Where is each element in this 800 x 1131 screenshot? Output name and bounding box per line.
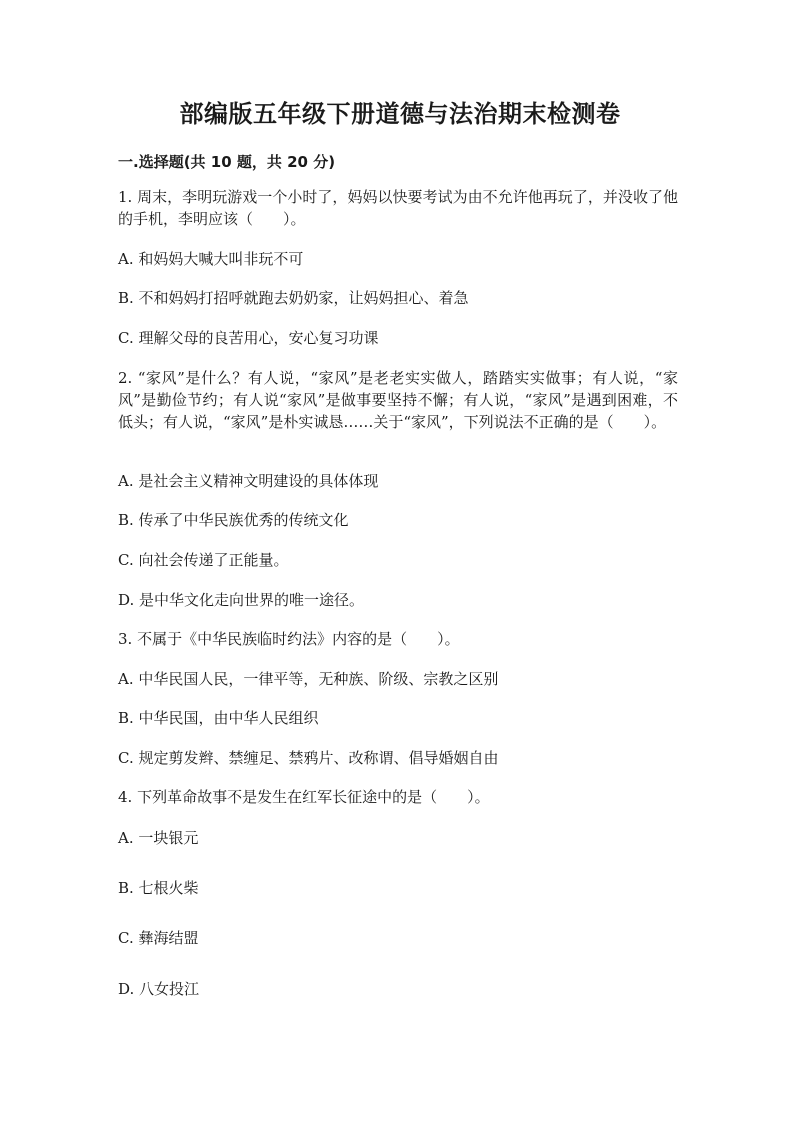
question-2-option-c: C. 向社会传递了正能量。 <box>118 551 289 569</box>
question-1-option-c: C. 理解父母的良苦用心，安心复习功课 <box>118 329 379 347</box>
question-3-option-c: C. 规定剪发辫、禁缠足、禁鸦片、改称谓、倡导婚姻自由 <box>118 749 499 767</box>
question-2-stem: 2. “家风”是什么？有人说，“家风”是老老实实做人，踏踏实实做事；有人说，“家风”是勤俭节约；有人说“家风”是做事要坚持不懈；有人说，“家风”是遇到困难，不低头；有人说，“家风”是朴实诚恳……关于“家风”，下列说法不正确的是（ ）。 <box>118 369 678 431</box>
question-2-option-b: B. 传承了中华民族优秀的传统文化 <box>118 511 349 529</box>
page-title: 部编版五年级下册道德与法治期末检测卷 <box>179 100 621 128</box>
question-4-option-c: C. 彝海结盟 <box>118 929 199 947</box>
question-1-option-a: A. 和妈妈大喊大叫非玩不可 <box>118 250 304 268</box>
section-heading: 一.选择题(共 10 题，共 20 分) <box>118 153 336 171</box>
question-3-option-a: A. 中华民国人民，一律平等，无种族、阶级、宗教之区别 <box>118 670 499 688</box>
question-3-option-b: B. 中华民国，由中华人民组织 <box>118 709 319 727</box>
question-4-option-b: B. 七根火柴 <box>118 879 199 897</box>
question-1-option-b: B. 不和妈妈打招呼就跑去奶奶家，让妈妈担心、着急 <box>118 289 469 307</box>
question-1-stem: 1. 周末，李明玩游戏一个小时了，妈妈以快要考试为由不允许他再玩了，并没收了他的手机，李明应该（ ）。 <box>118 188 678 228</box>
question-3-stem: 3. 不属于《中华民族临时约法》内容的是（ ）。 <box>118 630 460 648</box>
question-4-stem: 4. 下列革命故事不是发生在红军长征途中的是（ ）。 <box>118 788 490 806</box>
question-4-option-d: D. 八女投江 <box>118 980 200 998</box>
question-2-option-a: A. 是社会主义精神文明建设的具体体现 <box>118 472 379 490</box>
question-2-option-d: D. 是中华文化走向世界的唯一途径。 <box>118 591 365 609</box>
question-4-option-a: A. 一块银元 <box>118 829 199 847</box>
